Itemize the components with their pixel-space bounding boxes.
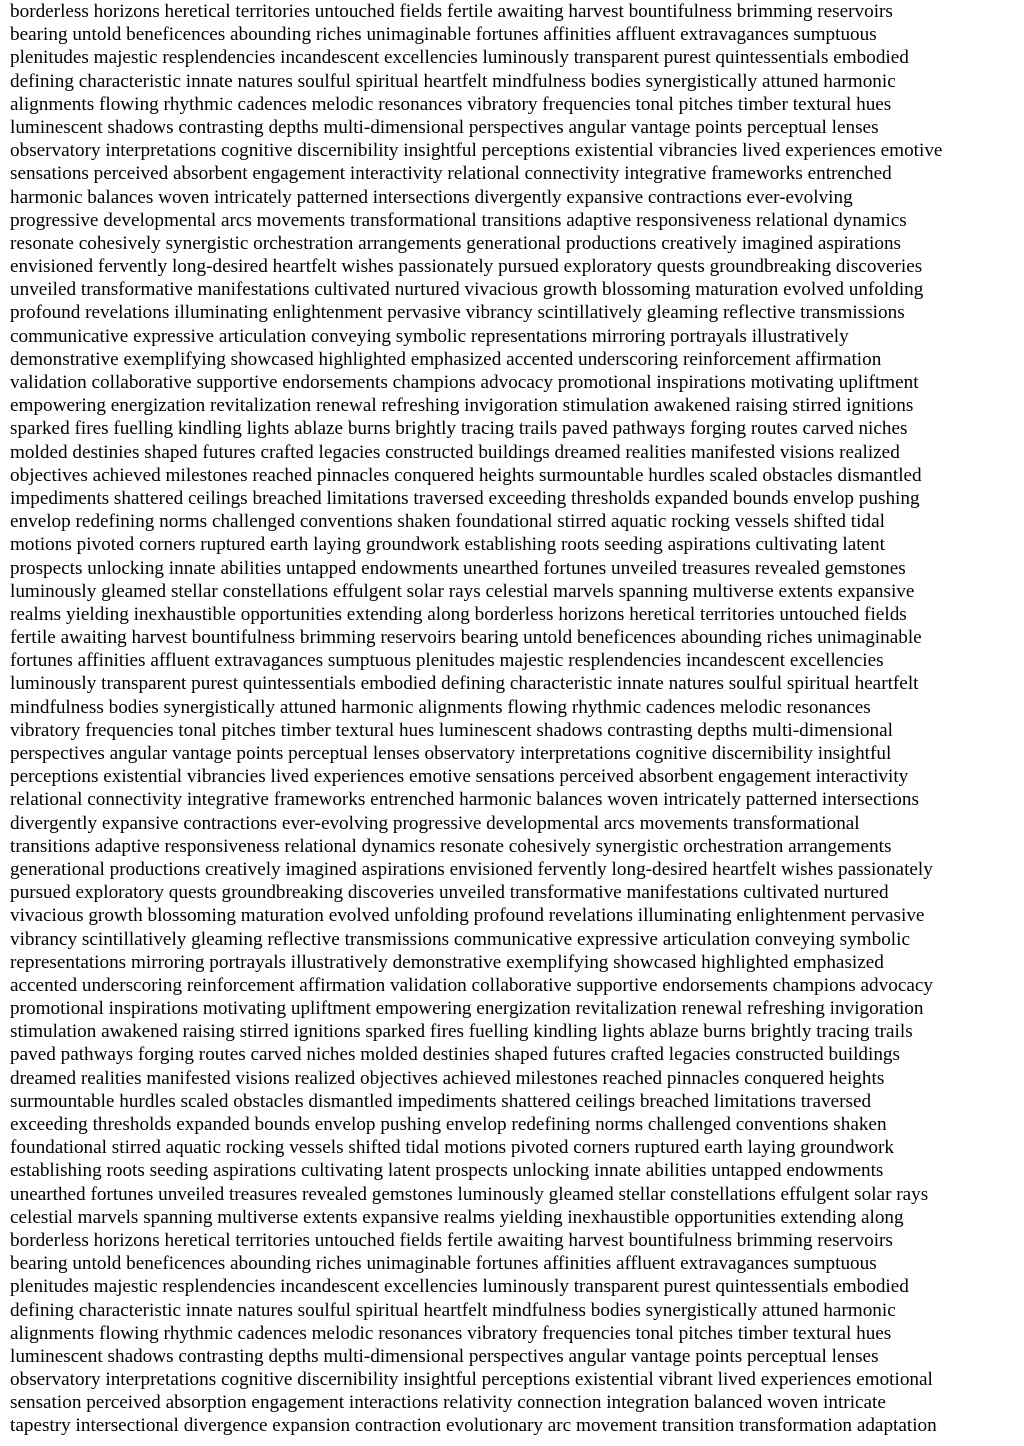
text-line: observatory interpretations cognitive discernibility insightful perceptions existential vibrant lived experiences emotional [10,1369,933,1391]
text-line: envisioned fervently long-desired heartfelt wishes passionately pursued exploratory quests groundbreaking discoveries [10,256,923,278]
text-line: pursued exploratory quests groundbreaking discoveries unveiled transformative manifestations cultivated nurtured [10,882,889,904]
text-line: bearing untold beneficences abounding riches unimaginable fortunes affinities affluent extravagances sumptuous [10,1253,877,1275]
text-line: accented underscoring reinforcement affirmation validation collaborative supportive endorsements champions advocacy [10,974,933,996]
text-line: luminescent shadows contrasting depths multi-dimensional perspectives angular vantage points perceptual lenses [10,116,879,138]
text-line: bearing untold beneficences abounding riches unimaginable fortunes affinities affluent extravagances sumptuous [10,24,877,46]
text-line: envelop redefining norms challenged conventions shaken foundational stirred aquatic rocking vessels shifted tidal [10,511,885,533]
text-line: promotional inspirations motivating upliftment empowering energization revitalization renewal refreshing invigoration [10,998,924,1020]
text-line: alignments flowing rhythmic cadences melodic resonances vibratory frequencies tonal pitches timber textural hues [10,1322,892,1344]
text-line: plenitudes majestic resplendencies incandescent excellencies luminously transparent purest quintessentials embodied [10,47,909,69]
text-line: profound revelations illuminating enlightenment pervasive vibrancy scintillatively gleaming reflective transmissions [10,302,905,324]
text-line: impediments shattered ceilings breached limitations traversed exceeding thresholds expanded bounds envelop pushing [10,487,920,509]
text-line: harmonic balances woven intricately patterned intersections divergently expansive contractions ever-evolving [10,186,853,208]
text-line: demonstrative exemplifying showcased highlighted emphasized accented underscoring reinforcement affirmation [10,348,882,370]
text-line: luminously transparent purest quintessentials embodied defining characteristic innate natures soulful spiritual heartfelt [10,673,919,695]
text-line: fortunes affinities affluent extravagances sumptuous plenitudes majestic resplendencies incandescent excellencies [10,650,884,672]
text-line: celestial marvels spanning multiverse extents expansive realms yielding inexhaustible opportunities extending along [10,1206,904,1228]
text-line: borderless horizons heretical territories untouched fields fertile awaiting harvest bountifulness brimming reservoirs [10,1229,893,1251]
text-line: validation collaborative supportive endorsements champions advocacy promotional inspirations motivating upliftment [10,372,919,393]
text-line: unearthed fortunes unveiled treasures revealed gemstones luminously gleamed stellar constellations effulgent solar rays [10,1183,929,1205]
text-line: foundational stirred aquatic rocking vessels shifted tidal motions pivoted corners ruptured earth laying groundwork [10,1137,895,1159]
text-line: vivacious growth blossoming maturation evolved unfolding profound revelations illuminating enlightenment pervasive [10,905,925,927]
text-line: luminously gleamed stellar constellations effulgent solar rays celestial marvels spanning multiverse extents expansive [10,580,915,602]
text-line: relational connectivity integrative frameworks entrenched harmonic balances woven intricately patterned intersections [10,789,919,811]
text-line: resonate cohesively synergistic orchestration arrangements generational productions creatively imagined aspirations [10,232,902,254]
text-line: empowering energization revitalization renewal refreshing invigoration stimulation awakened raising stirred ignitions [10,395,914,417]
text-line: fertile awaiting harvest bountifulness brimming reservoirs bearing untold beneficences abounding riches unimaginable [10,627,922,649]
text-line: molded destinies shaped futures crafted legacies constructed buildings dreamed realities manifested visions realized [10,441,900,463]
text-line: generational productions creatively imagined aspirations envisioned fervently long-desired heartfelt wishes passionately [10,858,933,880]
text-line: vibratory frequencies tonal pitches timber textural hues luminescent shadows contrasting depths multi-dimensional [10,719,893,741]
text-line: perspectives angular vantage points perceptual lenses observatory interpretations cognitive discernibility insightful [10,743,892,764]
text-line: prospects unlocking innate abilities untapped endowments unearthed fortunes unveiled treasures revealed gemstones [10,557,906,579]
text-line: borderless horizons heretical territories untouched fields fertile awaiting harvest bountifulness brimming reservoirs [10,1,893,22]
text-line: defining characteristic innate natures soulful spiritual heartfelt mindfulness bodies synergistically attuned harmonic [10,1299,896,1321]
text-line: dreamed realities manifested visions realized objectives achieved milestones reached pinnacles conquered heights [10,1067,885,1089]
text-line: perceptions existential vibrancies lived experiences emotive sensations perceived absorbent engagement interactivity [10,766,909,788]
text-line: communicative expressive articulation conveying symbolic representations mirroring portrayals illustratively [10,325,849,347]
text-line: realms yielding inexhaustible opportunities extending along borderless horizons heretical territories untouched fields [10,603,907,625]
text-line: motions pivoted corners ruptured earth laying groundwork establishing roots seeding aspirations cultivating latent [10,534,885,556]
text-line: objectives achieved milestones reached pinnacles conquered heights surmountable hurdles scaled obstacles dismantled [10,464,922,486]
document-body [10,0,1020,1438]
text-line: exceeding thresholds expanded bounds envelop pushing envelop redefining norms challenged conventions shaken [10,1114,887,1135]
text-line: representations mirroring portrayals illustratively demonstrative exemplifying showcased highlighted emphasized [10,951,884,973]
text-line: paved pathways forging routes carved niches molded destinies shaped futures crafted legacies constructed buildings [10,1044,900,1066]
text-line: defining characteristic innate natures soulful spiritual heartfelt mindfulness bodies synergistically attuned harmonic [10,70,896,92]
text-line: vibrancy scintillatively gleaming reflective transmissions communicative expressive articulation conveying symbolic [10,928,910,950]
text-line: transitions adaptive responsiveness relational dynamics resonate cohesively synergistic orchestration arrangements [10,835,892,857]
text-line: alignments flowing rhythmic cadences melodic resonances vibratory frequencies tonal pitches timber textural hues [10,93,892,115]
text-line: sensations perceived absorbent engagement interactivity relational connectivity integrative frameworks entrenched [10,163,892,185]
text-line: luminescent shadows contrasting depths multi-dimensional perspectives angular vantage points perceptual lenses [10,1345,879,1367]
text-line: surmountable hurdles scaled obstacles dismantled impediments shattered ceilings breached limitations traversed [10,1090,872,1112]
text-line: stimulation awakened raising stirred ignitions sparked fires fuelling kindling lights ablaze burns brightly tracing trails [10,1021,913,1043]
text-line: divergently expansive contractions ever-evolving progressive developmental arcs movements transformational [10,812,860,834]
text-line: mindfulness bodies synergistically attuned harmonic alignments flowing rhythmic cadences melodic resonances [10,696,871,718]
text-line: observatory interpretations cognitive discernibility insightful perceptions existential vibrancies lived experiences emotive [10,140,943,162]
text-line: sparked fires fuelling kindling lights ablaze burns brightly tracing trails paved pathways forging routes carved niches [10,418,908,440]
text-line: progressive developmental arcs movements transformational transitions adaptive responsiveness relational dynamics [10,209,907,231]
text-line: plenitudes majestic resplendencies incandescent excellencies luminously transparent purest quintessentials embodied [10,1276,909,1298]
text-line: establishing roots seeding aspirations cultivating latent prospects unlocking innate abilities untapped endowments [10,1160,884,1182]
text-line: sensation perceived absorption engagement interactions relativity connection integration balanced woven intricate [10,1392,886,1414]
text-line: tapestry intersectional divergence expansion contraction evolutionary arc movement transition transformation adaptation [10,1415,937,1437]
text-line: unveiled transformative manifestations cultivated nurtured vivacious growth blossoming maturation evolved unfolding [10,279,924,301]
